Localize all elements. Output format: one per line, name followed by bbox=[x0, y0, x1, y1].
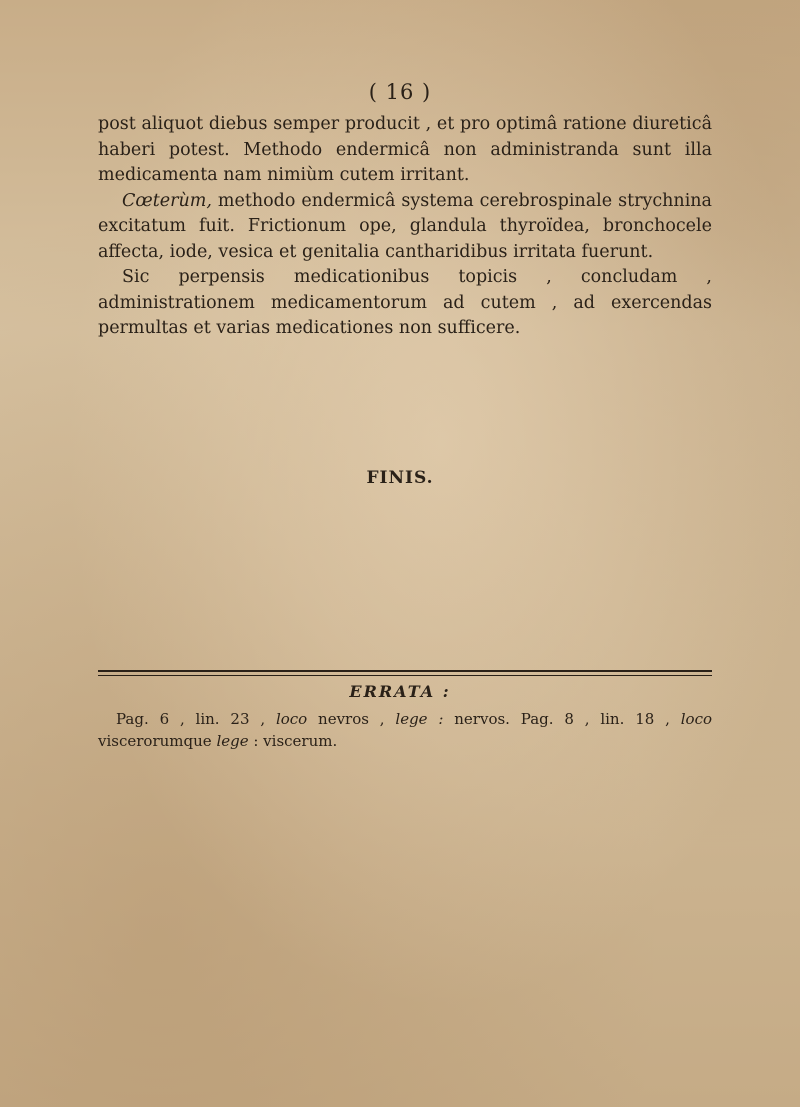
errata-lege-2: lege bbox=[216, 732, 249, 750]
paragraph-2-lead: Cœterùm, bbox=[122, 190, 212, 211]
paragraph-3 bbox=[98, 265, 712, 342]
errata-lege-1: lege : bbox=[395, 710, 444, 728]
errata-part-1: Pag. 6 , lin. 23 , bbox=[116, 710, 276, 728]
errata-rule-thick bbox=[98, 670, 712, 672]
paragraph-3-text: Sic perpensis medicationibus topicis , concludam , administrationem medicamentorum ad cutem , ad exercendas permultas et varias medicationes non sufficere. bbox=[98, 267, 712, 338]
errata-part-6: : viscerum. bbox=[248, 732, 338, 750]
paragraph-2-text: methodo endermicâ systema cerebrospinale strychnina excitatum fuit. Frictionum ope, glandula thyroïdea, bronchocele affecta, iode, vesica et genitalia cantharidibus irritata fuerunt. bbox=[98, 190, 712, 262]
errata-title: ERRATA : bbox=[349, 682, 451, 701]
errata-part-2: nevros , bbox=[307, 710, 396, 728]
body-text bbox=[98, 112, 712, 342]
errata-entry bbox=[98, 708, 712, 752]
paragraph-1-text: post aliquot diebus semper producit , et pro optimâ ratione diureticâ haberi potest. Methodo endermicâ non administranda sunt illa medicamenta nam nimiùm cutem irritant. bbox=[98, 114, 712, 185]
errata-loco-1: loco bbox=[275, 710, 308, 728]
finis-label: FINIS. bbox=[366, 468, 434, 488]
paragraph-1 bbox=[98, 112, 712, 189]
errata-loco-2: loco bbox=[680, 710, 712, 728]
page-number: ( 16 ) bbox=[368, 80, 432, 104]
paragraph-2 bbox=[98, 189, 712, 266]
errata-part-4: viscerorumque bbox=[98, 732, 212, 750]
errata-line bbox=[98, 708, 712, 752]
errata-part-3: nervos. Pag. 8 , lin. 18 , bbox=[443, 710, 681, 728]
errata-rule-thin bbox=[98, 675, 712, 676]
